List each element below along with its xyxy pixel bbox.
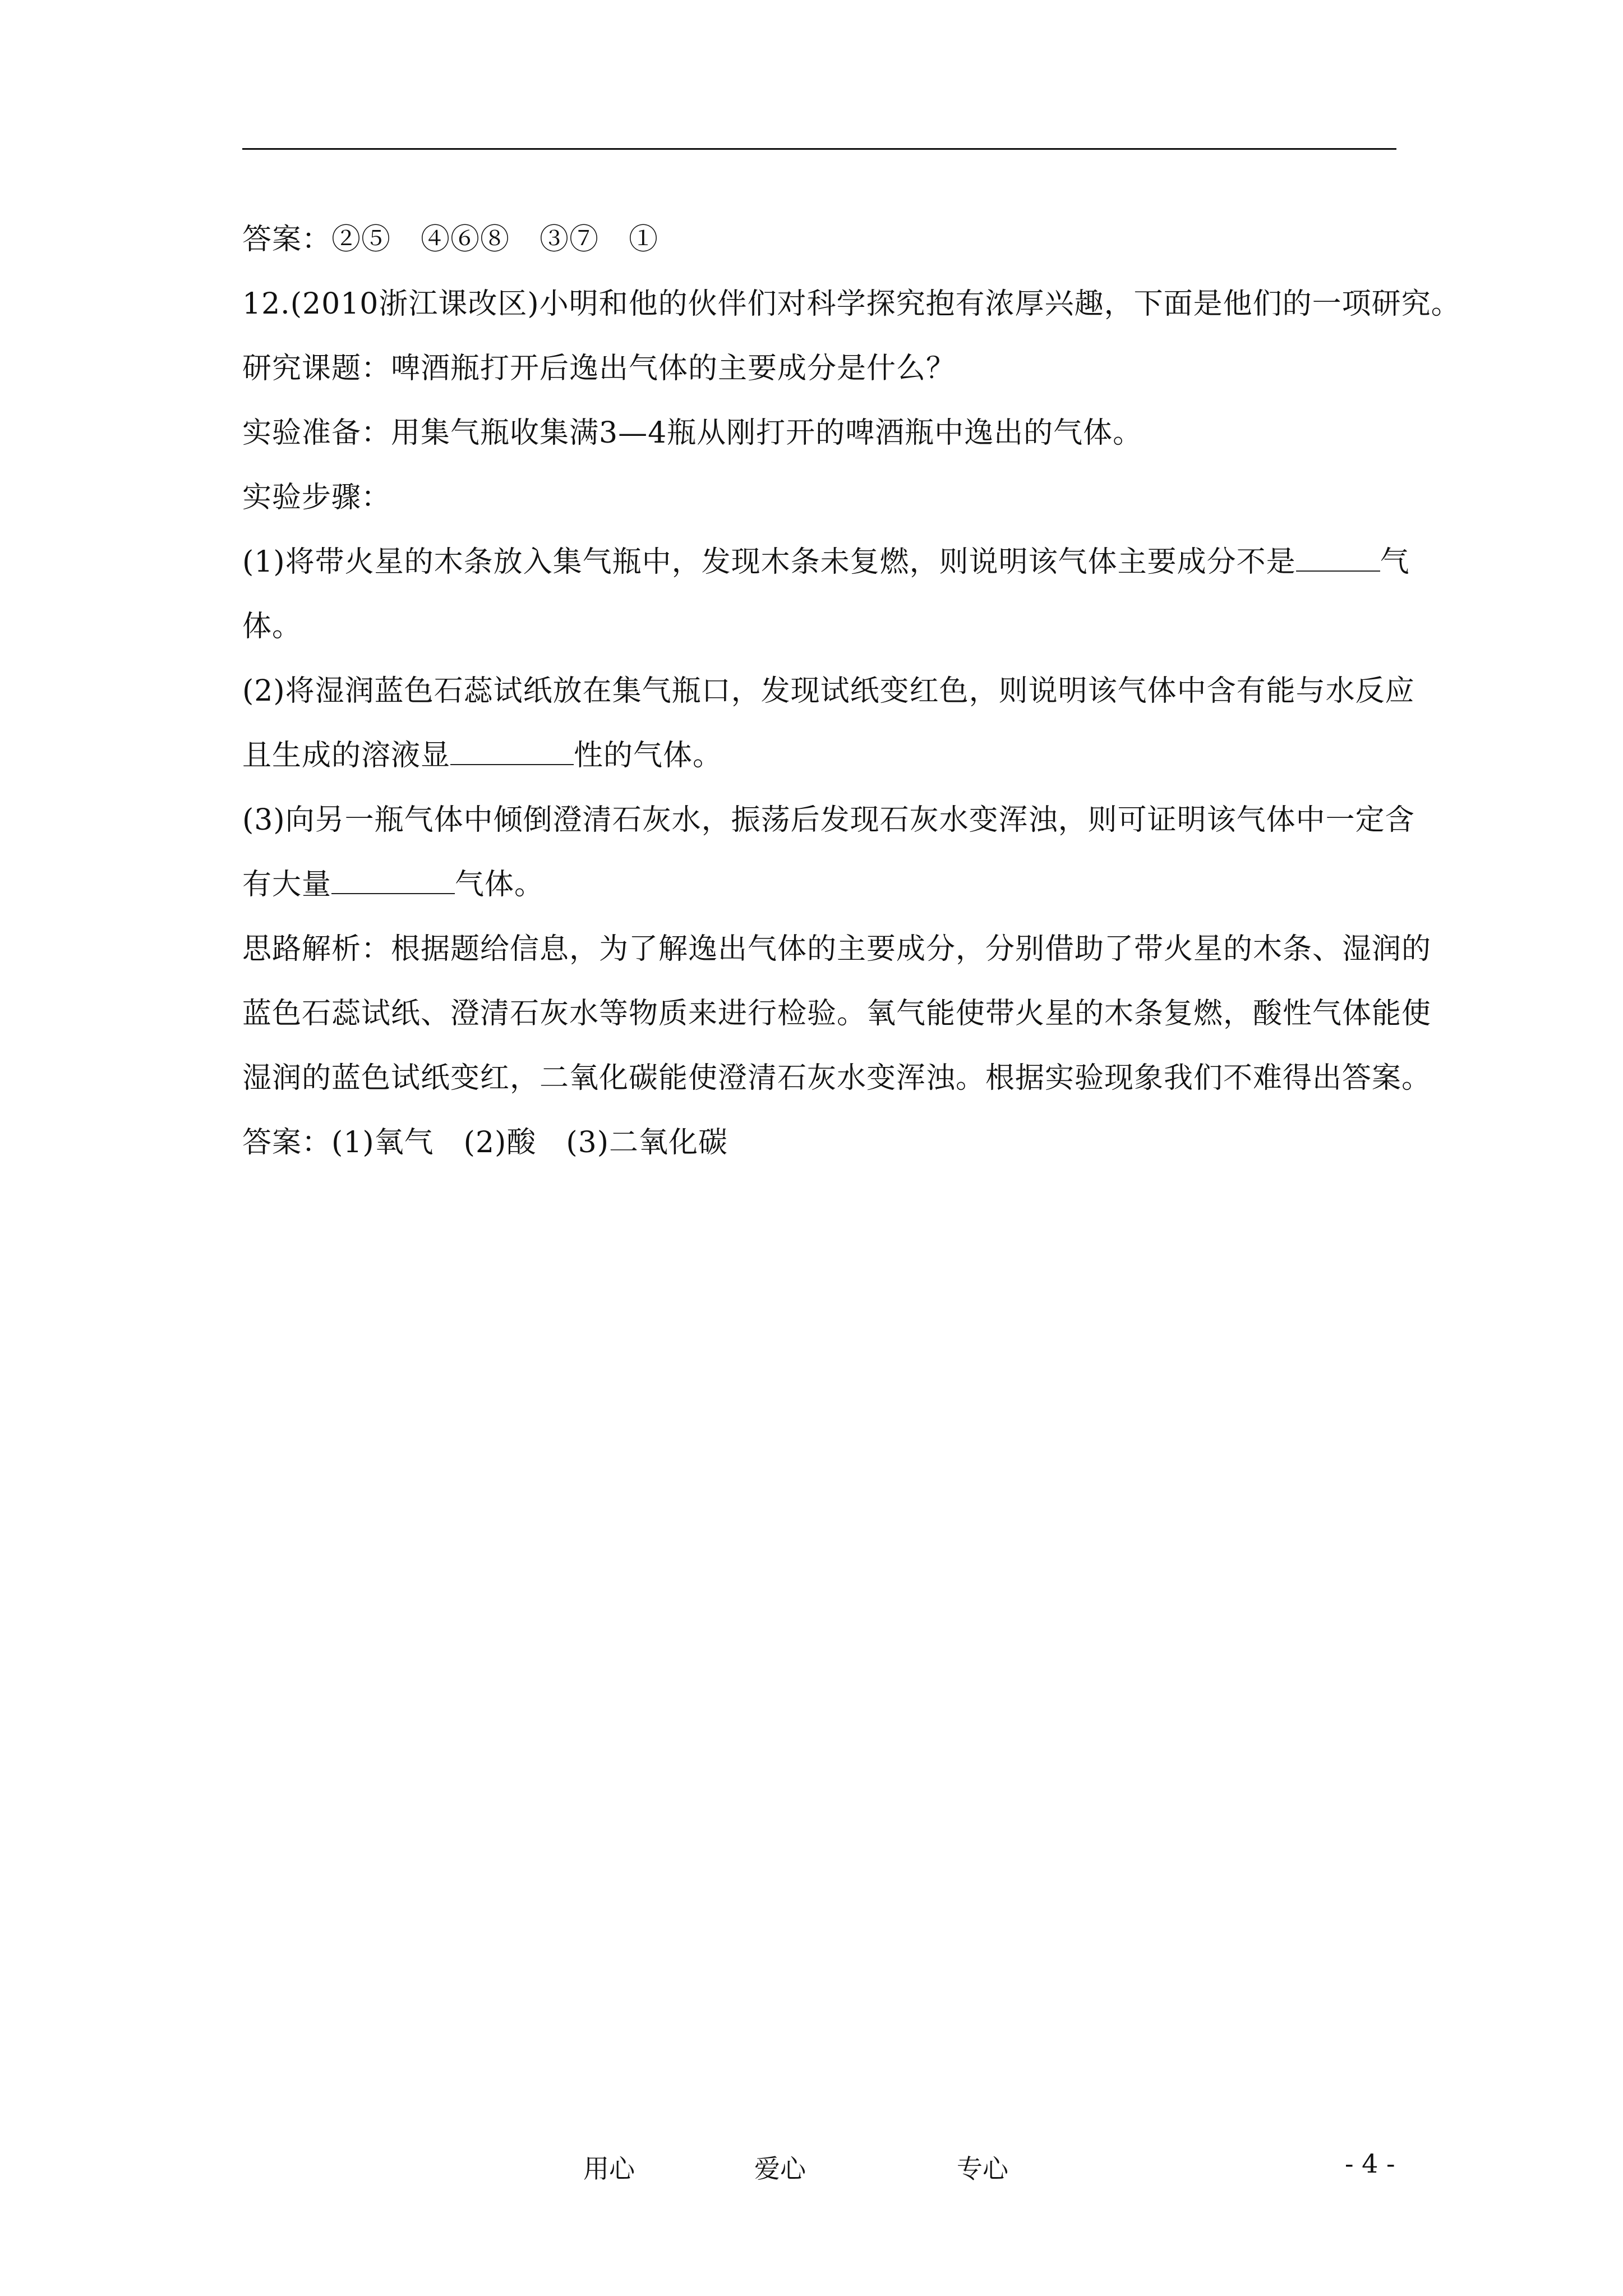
step-3-text: 有大量 [242,868,332,901]
step-1-continued: 体。 [242,610,302,643]
page-footer [0,2148,1623,2188]
experiment-preparation: 实验准备：用集气瓶收集满3—4瓶从刚打开的啤酒瓶中逸出的气体。 [242,416,1143,450]
step-2-suffix: 性的气体。 [574,739,723,772]
step-1 [242,530,1410,595]
step-2-text: 且生成的溶液显 [242,739,451,772]
analysis-line-1: 思路解析：根据题给信息，为了解逸出气体的主要成分，分别借助了带火星的木条、湿润的 [242,932,1432,966]
step-2: (2)将湿润蓝色石蕊试纸放在集气瓶口，发现试纸变红色，则说明该气体中含有能与水反应 [242,674,1415,708]
previous-answer: 答案：②⑤ ④⑥⑧ ③⑦ ① [242,223,659,256]
steps-heading: 实验步骤： [242,481,391,514]
research-topic: 研究课题：啤酒瓶打开后逸出气体的主要成分是什么？ [242,352,956,385]
page-number: - 4 - [1345,2148,1395,2179]
answer-blank-2 [450,737,574,765]
step-3-suffix: 气体。 [455,868,545,901]
step-2-continued [242,724,1398,788]
answer-blank-1 [1296,544,1380,572]
step-3: (3)向另一瓶气体中倾倒澄清石灰水，振荡后发现石灰水变浑浊，则可证明该气体中一定含 [242,803,1415,837]
document-body [242,208,1461,1175]
answer-blank-3 [331,866,455,894]
step-1-text: (1)将带火星的木条放入集气瓶中，发现木条未复燃，则说明该气体主要成分不是 [242,545,1296,579]
final-answer: 答案：(1)氧气 (2)酸 (3)二氧化碳 [242,1126,728,1159]
step-3-continued [242,853,1398,917]
analysis-line-2: 蓝色石蕊试纸、澄清石灰水等物质来进行检验。氧气能使带火星的木条复燃，酸性气体能使 [242,997,1432,1030]
footer-word-2: 爱心 [754,2154,806,2184]
footer-word-1: 用心 [583,2154,635,2184]
question-title: 12.(2010浙江课改区)小明和他的伙伴们对科学探究抱有浓厚兴趣，下面是他们的一项研究。 [242,287,1461,321]
analysis-line-3: 湿润的蓝色试纸变红，二氧化碳能使澄清石灰水变浑浊。根据实验现象我们不难得出答案。 [242,1061,1432,1095]
header-rule [242,148,1396,150]
footer-word-3: 专心 [957,2154,1008,2184]
step-1-suffix: 气 [1380,545,1410,579]
